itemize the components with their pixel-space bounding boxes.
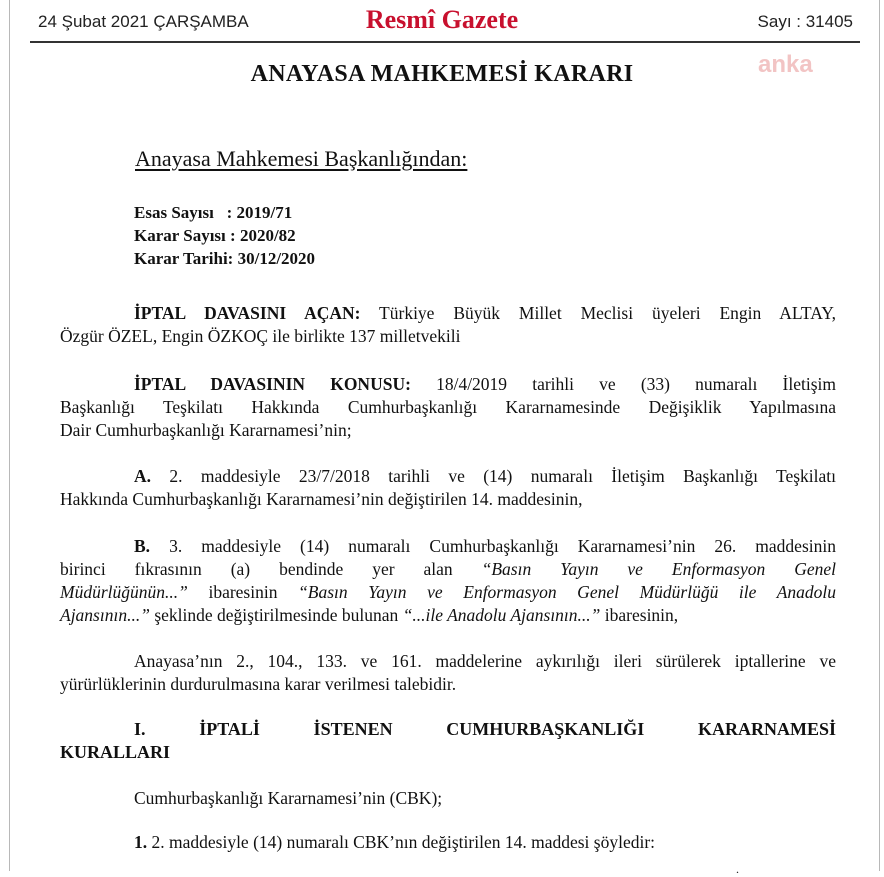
tarih-row [134, 249, 315, 269]
karar-row [134, 226, 296, 246]
page-right-border [879, 0, 880, 871]
section-heading: I. İPTALİ İSTENEN CUMHURBAŞKANLIĞI KARARNAMESİ KURALLARI [60, 719, 836, 762]
item-a-label: A. [134, 466, 152, 486]
gazette-title: Resmî Gazete [365, 5, 519, 34]
item-1-label: 1. [134, 832, 148, 852]
applicant-label: İPTAL DAVASINI AÇAN: [134, 303, 361, 323]
footer-mark: . [736, 862, 739, 876]
esas-label: Esas Sayısı : [134, 203, 237, 222]
paragraph-a: A. 2. maddesiyle 23/7/2018 tarihli ve (14) numaralı İletişim Başkanlığı Teşkilatı Hakkında Cumhurbaşkanlığı Kararnamesi’nin değiştirilen 14. maddesinin, [60, 466, 836, 509]
header-issue-number: Sayı : 31405 [757, 12, 853, 31]
header-date: 24 Şubat 2021 ÇARŞAMBA [38, 12, 249, 31]
paragraph-subject: İPTAL DAVASININ KONUSU: 18/4/2019 tarihli ve (33) numaralı İletişim Başkanlığı Teşkilatı Hakkında Cumhurbaşkanlığı Kararnamesinde Değişiklik Yapılmasına Dair Cumhurbaşkanlığı Kararnamesi’nin; [60, 374, 836, 440]
paragraph-request: Anayasa’nın 2., 104., 133. ve 161. maddelerine aykırılığı ileri sürülerek iptallerine ve yürürlüklerinin durdurulmasına karar verilmesi talebidir. [60, 651, 836, 694]
tarih-label: Karar Tarihi: [134, 249, 238, 268]
page-left-border [9, 0, 10, 871]
watermark: anka [758, 51, 813, 78]
paragraph-applicant: İPTAL DAVASINI AÇAN: Türkiye Büyük Millet Meclisi üyeleri Engin ALTAY, Özgür ÖZEL, Engin ÖZKOÇ ile birlikte 137 milletvekili [60, 303, 836, 346]
tarih-value: 30/12/2020 [237, 249, 316, 268]
paragraph-b: B. 3. maddesiyle (14) numaralı Cumhurbaşkanlığı Kararnamesi’nin 26. maddesinin birinci fıkrasının (a) bendinde yer alan “Basın Yayın ve Enformasyon Genel Müdürlüğünün...” ibaresinin “Basın Yayın ve Enformasyon Genel Müdürlüğü ile Anadolu Ajansının...” şeklinde değiştirilmesinde bulunan “...ile Anadolu Ajansının...” ibaresinin, [60, 536, 836, 625]
document-title: ANAYASA MAHKEMESİ KARARI [250, 61, 634, 87]
subject-label: İPTAL DAVASININ KONUSU: [134, 374, 411, 394]
header-divider [30, 41, 860, 43]
esas-value: 2019/71 [236, 203, 293, 222]
issuer-line: Anayasa Mahkemesi Başkanlığından: [135, 146, 468, 171]
cbk-intro: Cumhurbaşkanlığı Kararnamesi’nin (CBK); [134, 788, 443, 808]
esas-row [134, 203, 292, 223]
karar-label: Karar Sayısı : [134, 226, 240, 245]
karar-value: 2020/82 [239, 226, 296, 245]
item-b-label: B. [134, 536, 151, 556]
item-1: 1. 2. maddesiyle (14) numaralı CBK’nın değiştirilen 14. maddesi şöyledir: [134, 832, 656, 852]
